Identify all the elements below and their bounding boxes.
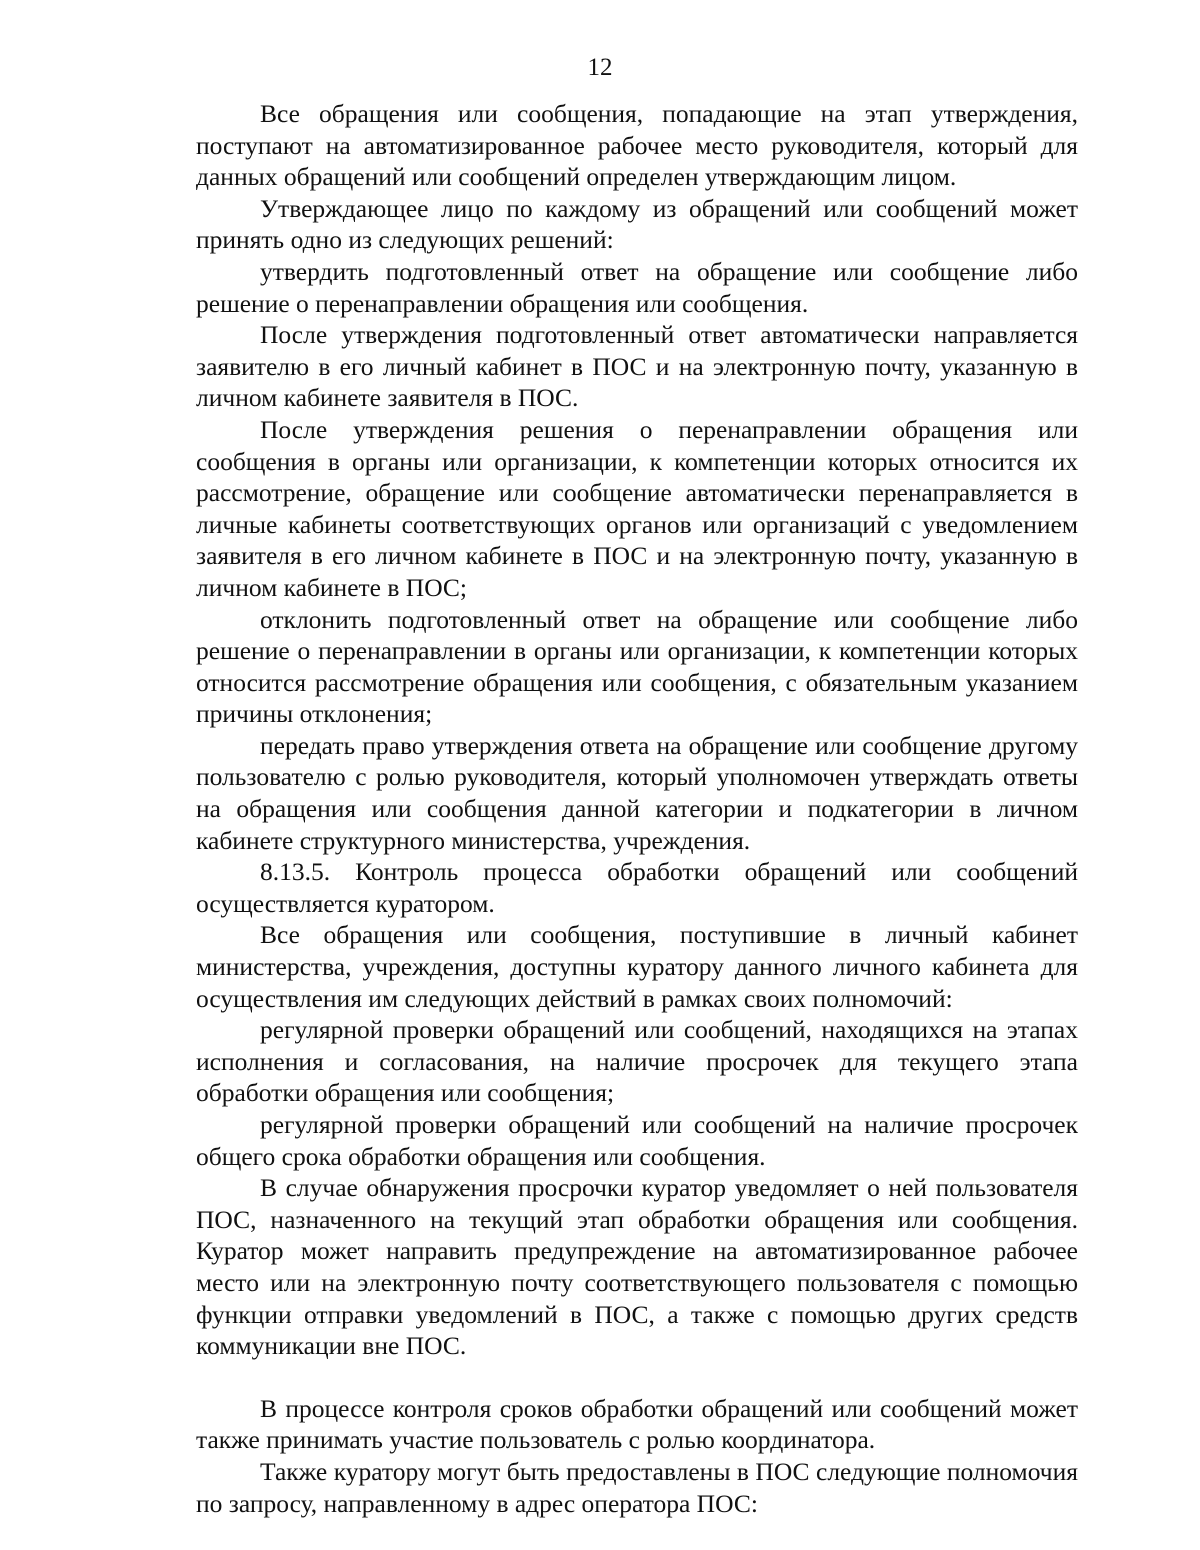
paragraph: Все обращения или сообщения, поступившие в личный кабинет министерства, учреждения, доступны куратору данного личного кабинета для осуществления им следующих действий в рамках своих полномочий: [196, 920, 1078, 1013]
document-body [196, 98, 1078, 1519]
paragraph: В процессе контроля сроков обработки обращений или сообщений может также принимать участие пользователь с ролью координатора. [196, 1393, 1078, 1455]
paragraph: регулярной проверки обращений или сообщений, находящихся на этапах исполнения и согласования, на наличие просрочек для текущего этапа обработки обращения или сообщения; [196, 1015, 1078, 1108]
paragraph: регулярной проверки обращений или сообщений на наличие просрочек общего срока обработки обращения или сообщения. [196, 1110, 1078, 1171]
paragraph: утвердить подготовленный ответ на обращение или сообщение либо решение о перенаправлении обращения или сообщения. [196, 256, 1078, 318]
paragraph: отклонить подготовленный ответ на обращение или сообщение либо решение о перенаправлении в органы или организации, к компетенции которых относится рассмотрение обращения или сообщения, с обязательным указанием причины отклонения; [196, 604, 1078, 729]
paragraph: Все обращения или сообщения, попадающие на этап утверждения, поступают на автоматизированное рабочее место руководителя, который для данных обращений или сообщений определен утверждающим лицом. [196, 99, 1078, 192]
paragraph: передать право утверждения ответа на обращение или сообщение другому пользователю с ролью руководителя, который уполномочен утверждать ответы на обращения или сообщения данной категории и подкатегории в личном кабинете структурного министерства, учреждения. [196, 730, 1078, 855]
paragraph: После утверждения решения о перенаправлении обращения или сообщения в органы или организации, к компетенции которых относится их рассмотрение, обращение или сообщение автоматически перенаправляется в личные кабинеты соответствующих органов или организаций с уведомлением заявителя в его личном кабинете в ПОС и на электронную почту, указанную в личном кабинете в ПОС; [196, 414, 1078, 602]
paragraph: Утверждающее лицо по каждому из обращений или сообщений может принять одно из следующих решений: [196, 193, 1078, 255]
section-paragraph: 8.13.5. Контроль процесса обработки обращений или сообщений осуществляется куратором. [196, 857, 1078, 918]
paragraph: В случае обнаружения просрочки куратор уведомляет о ней пользователя ПОС, назначенного на текущий этап обработки обращения или сообщения. Куратор может направить предупреждение на автоматизированное рабочее место или на электронную почту соответствующего пользователя с помощью функции отправки уведомлений в ПОС, а также с помощью других средств коммуникации вне ПОС. [196, 1173, 1078, 1361]
page-number: 12 [587, 54, 613, 81]
paragraph: После утверждения подготовленный ответ автоматически направляется заявителю в его личный кабинет в ПОС и на электронную почту, указанную в личном кабинете заявителя в ПОС. [196, 320, 1078, 413]
paragraph: Также куратору могут быть предоставлены в ПОС следующие полномочия по запросу, направленному в адрес оператора ПОС: [196, 1456, 1078, 1518]
